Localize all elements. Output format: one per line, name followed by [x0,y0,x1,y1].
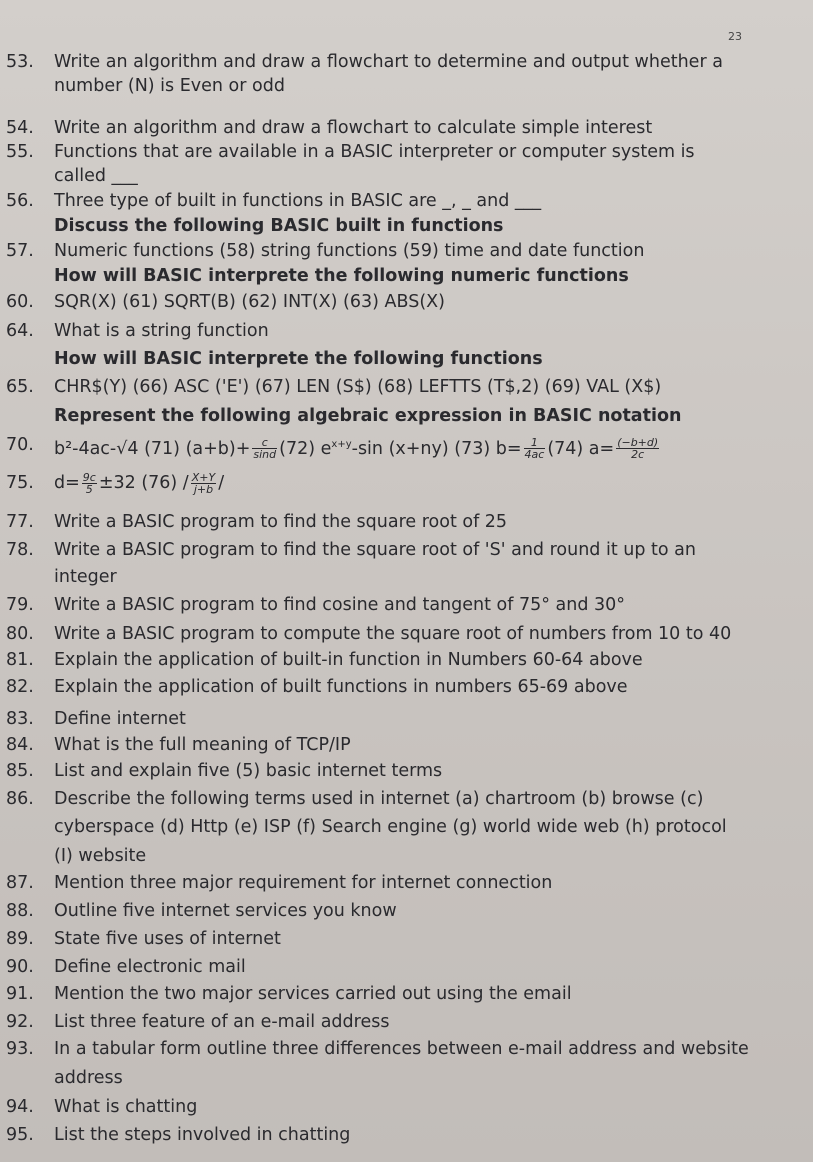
question-number: 64. [6,321,34,341]
question-number: 93. [6,1039,34,1059]
heading-text: How will BASIC interprete the following functions [54,349,543,369]
question-text: Write a BASIC program to find cosine and tangent of 75° and 30° [54,595,626,615]
question-text: Mention the two major services carried out using the email [54,984,572,1004]
fraction-9c-over-5: $\frac{9c}{5}$ [82,470,96,496]
question-text: Describe the following terms used in internet (a) chartroom (b) browse (c) [54,789,704,809]
question-text: (I) website [54,846,147,866]
question-text: Write an algorithm and draw a flowchart to determine and output whether a [54,52,723,72]
question-text: address [54,1068,123,1088]
question-text: Mention three major requirement for internet connection [54,873,553,893]
question-text: Define electronic mail [54,957,246,977]
heading-text: Discuss the following BASIC built in functions [54,216,504,236]
question-number: 94. [6,1097,34,1117]
question-number: 86. [6,789,34,809]
question-text: Explain the application of built functions in numbers 65-69 above [54,677,628,697]
question-number: 60. [6,292,34,312]
question-text: State five uses of internet [54,929,281,949]
question-text: Write a BASIC program to find the square root of 'S' and round it up to an [54,540,696,560]
question-number: 85. [6,761,34,781]
question-number: 70. [6,435,34,455]
question-number: 75. [6,473,34,493]
question-text: Write an algorithm and draw a flowchart to calculate simple interest [54,118,653,138]
question-text: Write a BASIC program to find the square root of 25 [54,512,508,532]
question-number: 83. [6,709,34,729]
expression-75-76: d= $\frac{9c}{5}$ ±32 (76) / $\frac{X+Y}{j+b}$ / [54,470,225,496]
question-number: 78. [6,540,34,560]
question-text: cyberspace (d) Http (e) ISP (f) Search engine (g) world wide web (h) protocol [54,817,727,837]
question-number: 57. [6,241,34,261]
question-number: 56. [6,191,34,211]
question-text: Numeric functions (58) string functions (59) time and date function [54,241,645,261]
question-number: 90. [6,957,34,977]
question-text: integer [54,567,117,587]
question-number: 89. [6,929,34,949]
page-number: 23 [728,30,742,43]
question-text: List the steps involved in chatting [54,1125,351,1145]
question-text: CHR$(Y) (66) ASC ('E') (67) LEN (S$) (68) LEFTTS (T$,2) (69) VAL (X$) [54,377,662,397]
question-text: In a tabular form outline three differences between e-mail address and website [54,1039,749,1059]
question-text: number (N) is Even or odd [54,76,285,96]
question-number: 84. [6,735,34,755]
question-text: Write a BASIC program to compute the square root of numbers from 10 to 40 [54,624,732,644]
fraction-1-over-4ac: $\frac{1}{4ac}$ [524,436,545,462]
question-number: 92. [6,1012,34,1032]
question-text: Functions that are available in a BASIC interpreter or computer system is [54,142,695,162]
question-number: 91. [6,984,34,1004]
question-number: 88. [6,901,34,921]
question-number: 53. [6,52,34,72]
fraction-b-d-over-2c: $\frac{(-b+d)}{2c}$ [617,436,659,462]
question-text: called ___ [54,166,138,186]
fraction-c-over-sind: $\frac{c}{\sin d}$ [253,436,277,462]
question-text: Explain the application of built-in function in Numbers 60-64 above [54,650,643,670]
question-number: 55. [6,142,34,162]
expression-70-74: b²-4ac-√4 (71) (a+b)+ $\frac{c}{\sin d}$ (72) $e^{x+y}-\sin$ (x+ny) (73) b= $\frac{1}{4ac}$ (74) a= $\frac{(-b+d)}{2c}$ [54,436,659,462]
question-number: 80. [6,624,34,644]
question-text: What is a string function [54,321,269,341]
question-text: Define internet [54,709,186,729]
question-text: What is the full meaning of TCP/IP [54,735,351,755]
question-number: 82. [6,677,34,697]
question-text: List three feature of an e-mail address [54,1012,390,1032]
question-number: 87. [6,873,34,893]
question-number: 95. [6,1125,34,1145]
question-text: What is chatting [54,1097,198,1117]
heading-text: How will BASIC interprete the following numeric functions [54,266,629,286]
question-text: SQR(X) (61) SQRT(B) (62) INT(X) (63) ABS(X) [54,292,445,312]
question-number: 79. [6,595,34,615]
question-number: 81. [6,650,34,670]
question-number: 77. [6,512,34,532]
question-number: 54. [6,118,34,138]
question-text: Three type of built in functions in BASIC are _, _ and ___ [54,191,542,211]
question-text: Outline five internet services you know [54,901,397,921]
question-text: List and explain five (5) basic internet terms [54,761,443,781]
fraction-xy-over-jb: $\frac{X+Y}{j+b}$ [191,470,216,496]
question-number: 65. [6,377,34,397]
heading-text: Represent the following algebraic expression in BASIC notation [54,406,682,426]
